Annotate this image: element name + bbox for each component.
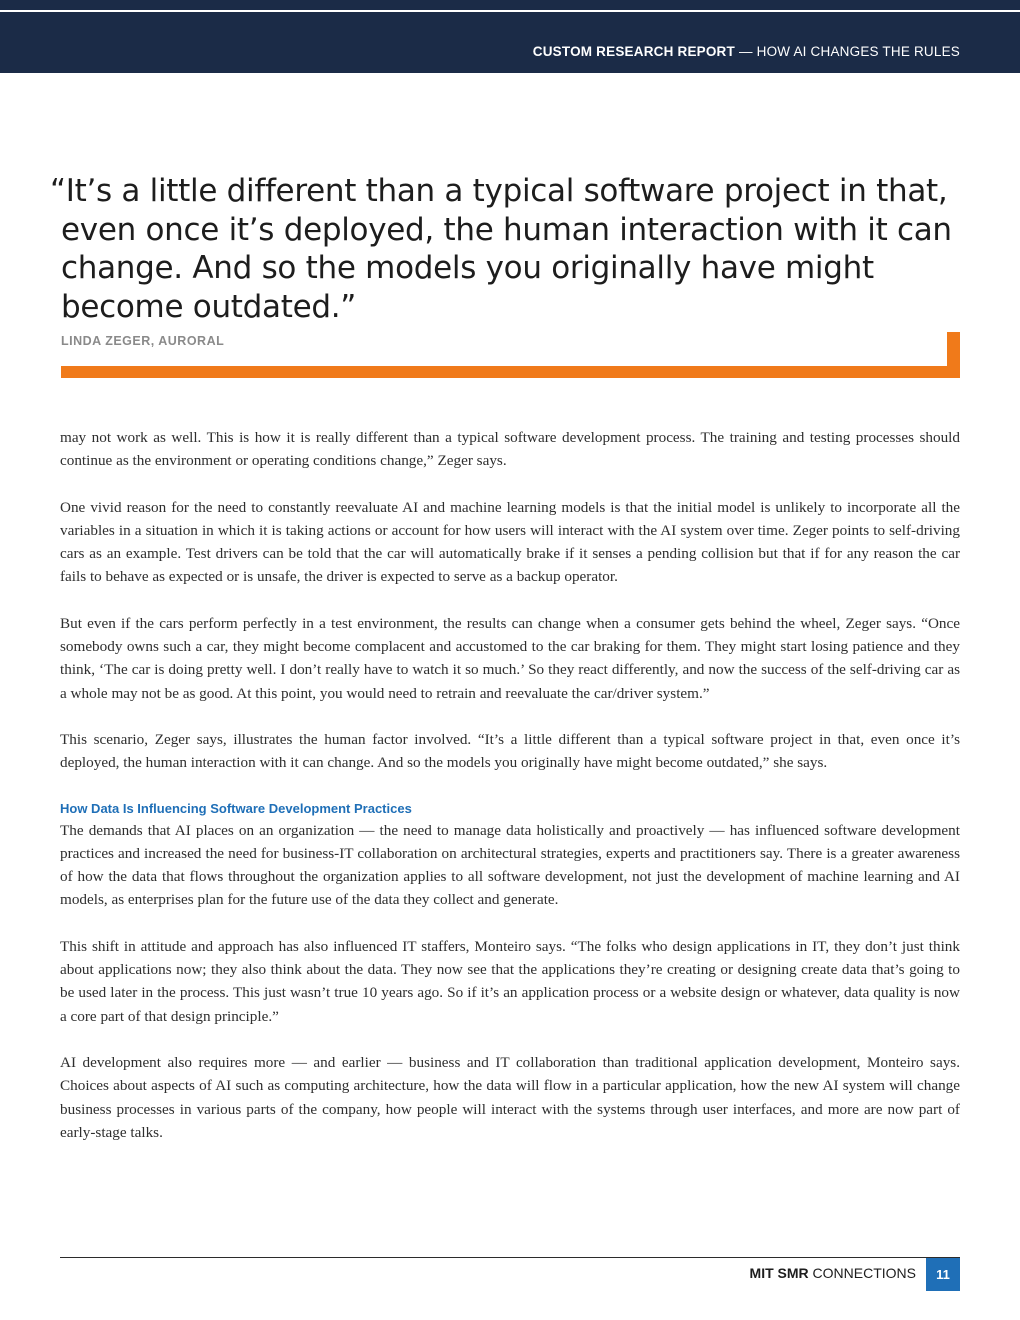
body-paragraph: The demands that AI places on an organization — the need to manage data holistically and proactively — has influenced software development practices and increased the need for business-IT collaboration on architectural strategies, experts and practitioners say. There is a greater awareness of how the data that flows throughout the organization applies to all software development, not just the development of machine learning and AI models, as enterprises plan for the future use of the data they collect and generate. <box>60 821 960 909</box>
footer-brand-rest: CONNECTIONS <box>812 1265 916 1281</box>
quote-attribution: LINDA ZEGER, AURORAL <box>61 334 225 348</box>
footer-brand-bold: MIT SMR <box>749 1265 809 1281</box>
body-paragraph: One vivid reason for the need to constantly reevaluate AI and machine learning models is that the initial model is unlikely to incorporate all the variables in a situation in which it is taking actions or account for how users will interact with the AI system over time. Zeger points to self-driving cars as an example. Test drivers can be told that the car will automatically brake if it senses a pending collision but that if for any reason the car fails to behave as expected or is unsafe, the driver is expected to serve as a backup operator. <box>60 498 960 586</box>
running-header <box>533 44 960 59</box>
article-body <box>60 426 960 1167</box>
body-paragraph: This shift in attitude and approach has also influenced IT staffers, Monteiro says. “The folks who design applications in IT, they don’t just think about applications now; they also think about the data. They now see that the applications they’re creating or designing create data that’s going to be used later in the process. This just wasn’t true 10 years ago. So if it’s an application process or a website design or whatever, data quality is now a core part of that design principle.” <box>60 937 960 1025</box>
body-paragraph: may not work as well. This is how it is really different than a typical software development process. The training and testing processes should continue as the environment or operating conditions change,” Zeger says. <box>60 429 960 470</box>
pull-quote: “It’s a little different than a typical software project in that, even once it’s deployed, the human interaction with it can change. And so the models you originally have might become outdated.” <box>50 173 952 325</box>
section-heading: How Data Is Influencing Software Development Practices <box>60 800 412 816</box>
quote-accent-bar <box>61 366 960 378</box>
footer-brand <box>750 1265 916 1281</box>
header-separator: — <box>738 44 753 59</box>
footer-rule <box>60 1257 960 1258</box>
page-number: 11 <box>926 1258 960 1291</box>
body-paragraph: But even if the cars perform perfectly in a test environment, the results can change when a consumer gets behind the wheel, Zeger says. “Once somebody owns such a car, they might become complacent and accustomed to the car braking for them. They might start losing patience and they think, ‘The car is doing pretty well. I don’t really have to watch it so much.’ So they react differently, and now the success of the self-driving car as a whole may not be as good. At this point, you would need to retrain and reevaluate the car/driver system.” <box>60 614 960 702</box>
body-paragraph: This scenario, Zeger says, illustrates the human factor involved. “It’s a little different than a typical software project in that, even once it’s deployed, the human interaction with it can change. And so the models you originally have might become outdated,” she says. <box>60 730 960 772</box>
report-label: CUSTOM RESEARCH REPORT <box>532 44 735 59</box>
header-rule <box>0 10 1020 12</box>
body-paragraph: AI development also requires more — and earlier — business and IT collaboration than traditional application development, Monteiro says. Choices about aspects of AI such as computing architecture, how the data will flow in a particular application, how the new AI system will change business processes in various parts of the company, how people will interact with the systems through user interfaces, and more are now part of early-stage talks. <box>60 1053 960 1141</box>
report-title: HOW AI CHANGES THE RULES <box>756 44 960 59</box>
